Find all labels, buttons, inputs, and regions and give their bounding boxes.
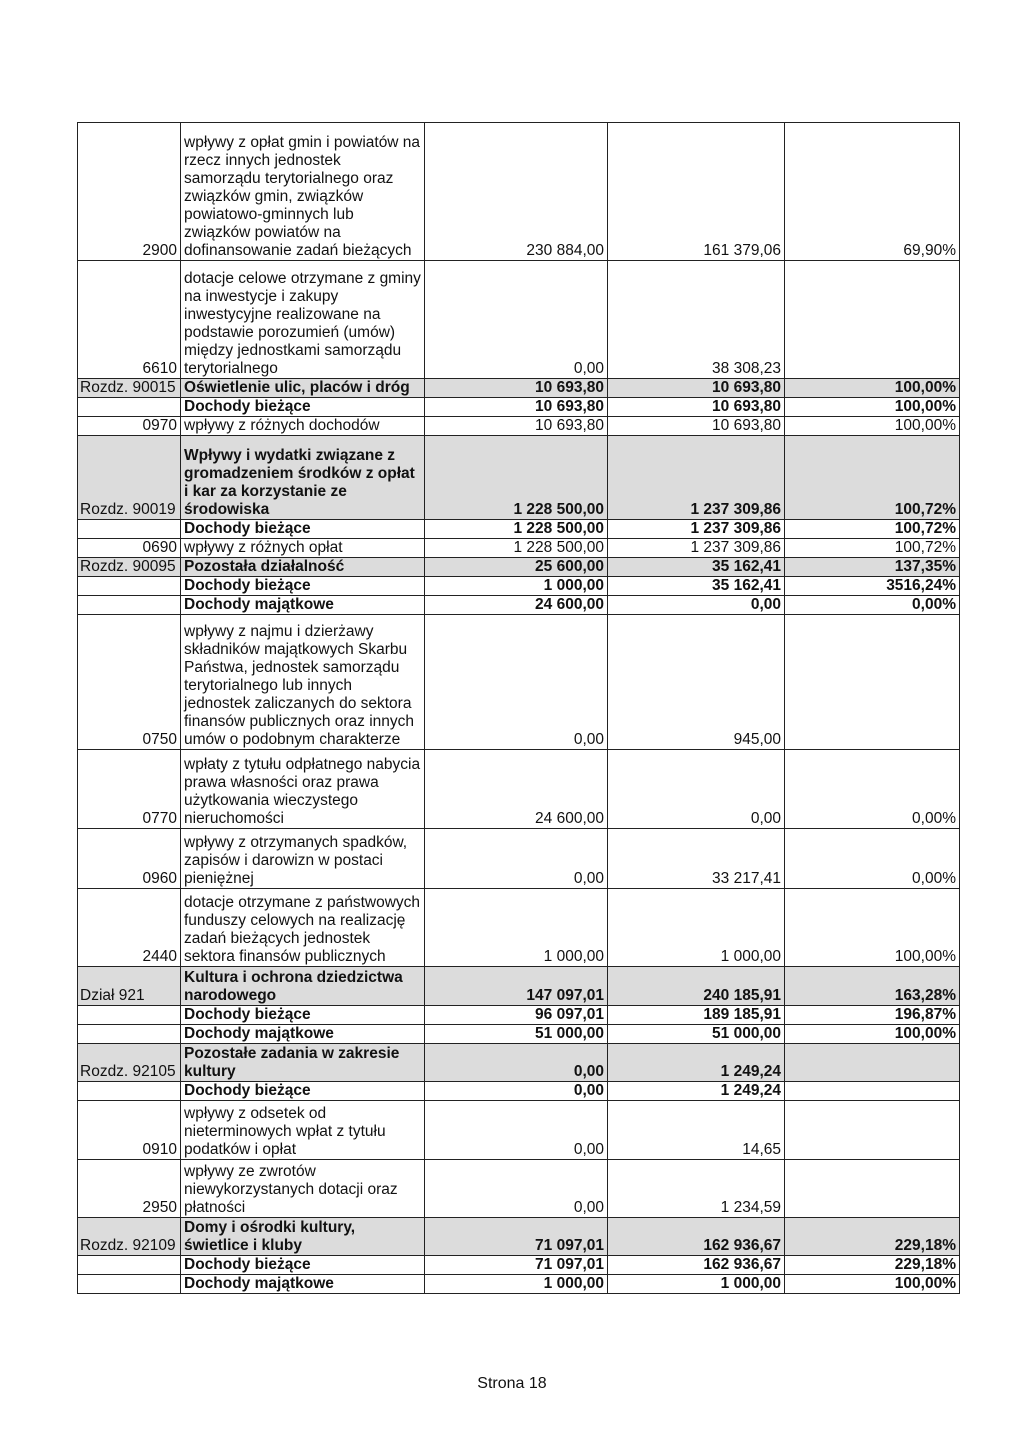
execution-percent: 100,72% [785, 436, 960, 520]
table-row [78, 1101, 960, 1160]
execution-percent: 100,00% [785, 889, 960, 967]
execution-percent: 0,00% [785, 829, 960, 889]
planned-amount: 1 228 500,00 [425, 436, 608, 520]
planned-amount: 1 000,00 [425, 1275, 608, 1294]
executed-amount: 162 936,67 [608, 1218, 785, 1256]
table-row [78, 967, 960, 1006]
executed-amount: 189 185,91 [608, 1006, 785, 1025]
table-row [78, 539, 960, 558]
executed-amount: 240 185,91 [608, 967, 785, 1006]
table-row [78, 1275, 960, 1294]
row-description: wpływy z różnych dochodów [181, 417, 425, 436]
classification-code [78, 1256, 181, 1275]
planned-amount: 1 228 500,00 [425, 520, 608, 539]
executed-amount: 1 249,24 [608, 1082, 785, 1101]
executed-amount: 0,00 [608, 596, 785, 615]
classification-code: 0690 [78, 539, 181, 558]
execution-percent [785, 1082, 960, 1101]
row-description: wpływy z odsetek od nieterminowych wpłat z tytułu podatków i opłat [181, 1101, 425, 1160]
execution-percent: 100,72% [785, 539, 960, 558]
table-row [78, 1160, 960, 1218]
classification-code: 2900 [78, 123, 181, 261]
classification-code: 0960 [78, 829, 181, 889]
table-row [78, 558, 960, 577]
classification-code: 0910 [78, 1101, 181, 1160]
table-row [78, 123, 960, 261]
execution-percent: 100,00% [785, 417, 960, 436]
planned-amount: 24 600,00 [425, 750, 608, 829]
table-row [78, 1044, 960, 1082]
classification-code: 6610 [78, 261, 181, 379]
section-title: Oświetlenie ulic, placów i dróg [181, 379, 425, 398]
subtotal-label: Dochody majątkowe [181, 596, 425, 615]
row-description: wpływy z opłat gmin i powiatów na rzecz innych jednostek samorządu terytorialnego oraz związków gmin, związków powiatowo-gminnych lub związków powiatów na dofinansowanie zadań bieżących [181, 123, 425, 261]
subtotal-label: Dochody majątkowe [181, 1025, 425, 1044]
row-description: wpływy z najmu i dzierżawy składników majątkowych Skarbu Państwa, jednostek samorządu terytorialnego lub innych jednostek zaliczanych do sektora finansów publicznych oraz innych umów o podobnym charakterze [181, 615, 425, 750]
planned-amount: 0,00 [425, 261, 608, 379]
section-title: Domy i ośrodki kultury, świetlice i kluby [181, 1218, 425, 1256]
execution-percent: 69,90% [785, 123, 960, 261]
executed-amount: 14,65 [608, 1101, 785, 1160]
row-description: wpływy z różnych opłat [181, 539, 425, 558]
table-row [78, 1006, 960, 1025]
execution-percent: 163,28% [785, 967, 960, 1006]
row-description: wpłaty z tytułu odpłatnego nabycia prawa własności oraz prawa użytkowania wieczystego nieruchomości [181, 750, 425, 829]
executed-amount: 51 000,00 [608, 1025, 785, 1044]
table-row [78, 417, 960, 436]
execution-percent: 0,00% [785, 750, 960, 829]
execution-percent: 196,87% [785, 1006, 960, 1025]
execution-percent: 3516,24% [785, 577, 960, 596]
subtotal-label: Dochody bieżące [181, 577, 425, 596]
executed-amount: 1 234,59 [608, 1160, 785, 1218]
table-row [78, 398, 960, 417]
executed-amount: 1 237 309,86 [608, 520, 785, 539]
classification-code [78, 1275, 181, 1294]
planned-amount: 0,00 [425, 1082, 608, 1101]
section-title: Pozostałe zadania w zakresie kultury [181, 1044, 425, 1082]
classification-code [78, 577, 181, 596]
planned-amount: 0,00 [425, 829, 608, 889]
executed-amount: 10 693,80 [608, 379, 785, 398]
classification-code [78, 1025, 181, 1044]
executed-amount: 161 379,06 [608, 123, 785, 261]
table-row [78, 436, 960, 520]
execution-percent: 0,00% [785, 596, 960, 615]
execution-percent: 100,00% [785, 379, 960, 398]
planned-amount: 10 693,80 [425, 379, 608, 398]
executed-amount: 162 936,67 [608, 1256, 785, 1275]
subtotal-label: Dochody bieżące [181, 1256, 425, 1275]
subtotal-label: Dochody bieżące [181, 1082, 425, 1101]
execution-percent: 137,35% [785, 558, 960, 577]
planned-amount: 0,00 [425, 615, 608, 750]
execution-percent: 100,00% [785, 1275, 960, 1294]
table-row [78, 1082, 960, 1101]
table-row [78, 520, 960, 539]
budget-table [77, 122, 960, 1294]
table-row [78, 1218, 960, 1256]
table-row [78, 750, 960, 829]
page-number: Strona 18 [477, 1375, 547, 1392]
executed-amount: 1 237 309,86 [608, 436, 785, 520]
row-description: dotacje otrzymane z państwowych funduszy celowych na realizację zadań bieżących jednostek sektora finansów publicznych [181, 889, 425, 967]
section-title: Kultura i ochrona dziedzictwa narodowego [181, 967, 425, 1006]
planned-amount: 10 693,80 [425, 417, 608, 436]
execution-percent: 100,00% [785, 398, 960, 417]
classification-code [78, 398, 181, 417]
execution-percent [785, 261, 960, 379]
executed-amount: 1 237 309,86 [608, 539, 785, 558]
planned-amount: 0,00 [425, 1160, 608, 1218]
row-description: wpływy z otrzymanych spadków, zapisów i darowizn w postaci pieniężnej [181, 829, 425, 889]
planned-amount: 96 097,01 [425, 1006, 608, 1025]
planned-amount: 71 097,01 [425, 1256, 608, 1275]
subtotal-label: Dochody bieżące [181, 398, 425, 417]
table-row [78, 829, 960, 889]
executed-amount: 1 249,24 [608, 1044, 785, 1082]
classification-code [78, 520, 181, 539]
execution-percent [785, 1101, 960, 1160]
table-row [78, 577, 960, 596]
execution-percent: 100,00% [785, 1025, 960, 1044]
section-title: Wpływy i wydatki związane z gromadzeniem środków z opłat i kar za korzystanie ze środowiska [181, 436, 425, 520]
executed-amount: 1 000,00 [608, 1275, 785, 1294]
planned-amount: 147 097,01 [425, 967, 608, 1006]
planned-amount: 1 228 500,00 [425, 539, 608, 558]
executed-amount: 10 693,80 [608, 417, 785, 436]
subtotal-label: Dochody bieżące [181, 1006, 425, 1025]
table-row [78, 889, 960, 967]
classification-code: 0770 [78, 750, 181, 829]
planned-amount: 51 000,00 [425, 1025, 608, 1044]
row-description: wpływy ze zwrotów niewykorzystanych dotacji oraz płatności [181, 1160, 425, 1218]
execution-percent [785, 615, 960, 750]
section-code: Rozdz. 90019 [78, 436, 181, 520]
planned-amount: 1 000,00 [425, 889, 608, 967]
planned-amount: 0,00 [425, 1101, 608, 1160]
planned-amount: 230 884,00 [425, 123, 608, 261]
execution-percent [785, 1160, 960, 1218]
table-row [78, 1025, 960, 1044]
row-description: dotacje celowe otrzymane z gminy na inwestycje i zakupy inwestycyjne realizowane na podstawie porozumień (umów) między jednostkami samorządu terytorialnego [181, 261, 425, 379]
classification-code: 2950 [78, 1160, 181, 1218]
executed-amount: 35 162,41 [608, 577, 785, 596]
planned-amount: 10 693,80 [425, 398, 608, 417]
section-code: Dział 921 [78, 967, 181, 1006]
section-code: Rozdz. 90015 [78, 379, 181, 398]
table-row [78, 261, 960, 379]
table-row [78, 615, 960, 750]
table-row [78, 596, 960, 615]
table-row [78, 379, 960, 398]
classification-code: 2440 [78, 889, 181, 967]
execution-percent: 229,18% [785, 1218, 960, 1256]
executed-amount: 35 162,41 [608, 558, 785, 577]
table-row [78, 1256, 960, 1275]
subtotal-label: Dochody majątkowe [181, 1275, 425, 1294]
classification-code [78, 596, 181, 615]
execution-percent: 229,18% [785, 1256, 960, 1275]
classification-code: 0750 [78, 615, 181, 750]
planned-amount: 1 000,00 [425, 577, 608, 596]
executed-amount: 10 693,80 [608, 398, 785, 417]
planned-amount: 0,00 [425, 1044, 608, 1082]
classification-code [78, 1006, 181, 1025]
planned-amount: 24 600,00 [425, 596, 608, 615]
executed-amount: 945,00 [608, 615, 785, 750]
classification-code [78, 1082, 181, 1101]
classification-code: 0970 [78, 417, 181, 436]
section-title: Pozostała działalność [181, 558, 425, 577]
subtotal-label: Dochody bieżące [181, 520, 425, 539]
executed-amount: 38 308,23 [608, 261, 785, 379]
planned-amount: 71 097,01 [425, 1218, 608, 1256]
planned-amount: 25 600,00 [425, 558, 608, 577]
executed-amount: 33 217,41 [608, 829, 785, 889]
section-code: Rozdz. 92109 [78, 1218, 181, 1256]
section-code: Rozdz. 92105 [78, 1044, 181, 1082]
executed-amount: 1 000,00 [608, 889, 785, 967]
execution-percent [785, 1044, 960, 1082]
execution-percent: 100,72% [785, 520, 960, 539]
executed-amount: 0,00 [608, 750, 785, 829]
section-code: Rozdz. 90095 [78, 558, 181, 577]
